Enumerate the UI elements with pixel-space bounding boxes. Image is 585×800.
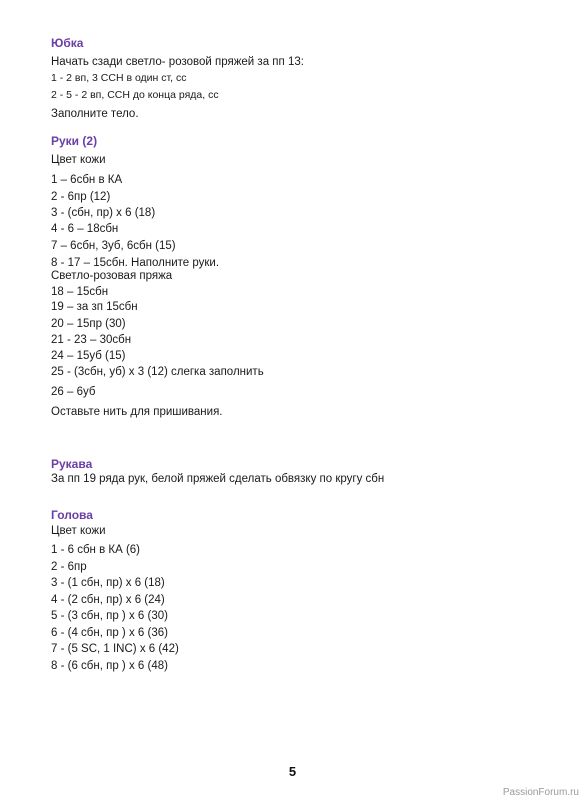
- head-line-5: 4 - (2 сбн, пр) х 6 (24): [51, 594, 165, 606]
- head-line-3: 2 - 6пр: [51, 561, 87, 573]
- arms-line-10: 19 – за зп 15сбн: [51, 301, 138, 313]
- arms-line-8: Светло-розовая пряжа: [51, 270, 173, 282]
- arms-line-6: 7 – 6сбн, 3уб, 6сбн (15): [51, 240, 176, 252]
- skirt-line-3: 2 - 5 - 2 вп, ССН до конца ряда, сс: [51, 89, 219, 101]
- arms-line-16: Оставьте нить для пришивания.: [51, 406, 223, 418]
- arms-line-4: 3 - (сбн, пр) х 6 (18): [51, 207, 156, 219]
- head-line-8: 7 - (5 SC, 1 INC) х 6 (42): [51, 643, 179, 655]
- section-title-head: Голова: [51, 508, 93, 522]
- section-title-arms: Руки (2): [51, 134, 98, 148]
- head-line-9: 8 - (6 сбн, пр ) х 6 (48): [51, 660, 168, 672]
- page-number: 5: [288, 764, 297, 779]
- arms-line-3: 2 - 6пр (12): [51, 191, 111, 203]
- arms-line-1: Цвет кожи: [51, 154, 106, 166]
- arms-line-5: 4 - 6 – 18сбн: [51, 223, 119, 235]
- head-line-4: 3 - (1 сбн, пр) х 6 (18): [51, 577, 165, 589]
- arms-line-13: 24 – 15уб (15): [51, 350, 126, 362]
- arms-line-9: 18 – 15сбн: [51, 286, 109, 298]
- section-title-skirt: Юбка: [51, 36, 84, 50]
- arms-line-14: 25 - (3сбн, уб) х 3 (12) слегка заполнить: [51, 366, 264, 378]
- arms-line-15: 26 – 6уб: [51, 386, 96, 398]
- head-line-1: Цвет кожи: [51, 525, 106, 537]
- arms-line-11: 20 – 15пр (30): [51, 318, 126, 330]
- arms-line-12: 21 - 23 – 30сбн: [51, 334, 132, 346]
- skirt-line-4: Заполните тело.: [51, 108, 139, 120]
- watermark: PassionForum.ru: [502, 787, 579, 798]
- head-line-7: 6 - (4 сбн, пр ) х 6 (36): [51, 627, 168, 639]
- section-title-sleeves: Рукава: [51, 457, 93, 471]
- head-line-2: 1 - 6 сбн в КА (6): [51, 544, 141, 556]
- skirt-line-1: Начать сзади светло- розовой пряжей за пп 13:: [51, 56, 304, 68]
- arms-line-7: 8 - 17 – 15сбн. Наполните руки.: [51, 257, 220, 269]
- head-line-6: 5 - (3 сбн, пр ) х 6 (30): [51, 610, 168, 622]
- skirt-line-2: 1 - 2 вп, 3 ССН в один ст, сс: [51, 72, 187, 84]
- sleeves-line-1: За пп 19 ряда рук, белой пряжей сделать обвязку по кругу сбн: [51, 473, 385, 485]
- arms-line-2: 1 – 6сбн в КА: [51, 174, 123, 186]
